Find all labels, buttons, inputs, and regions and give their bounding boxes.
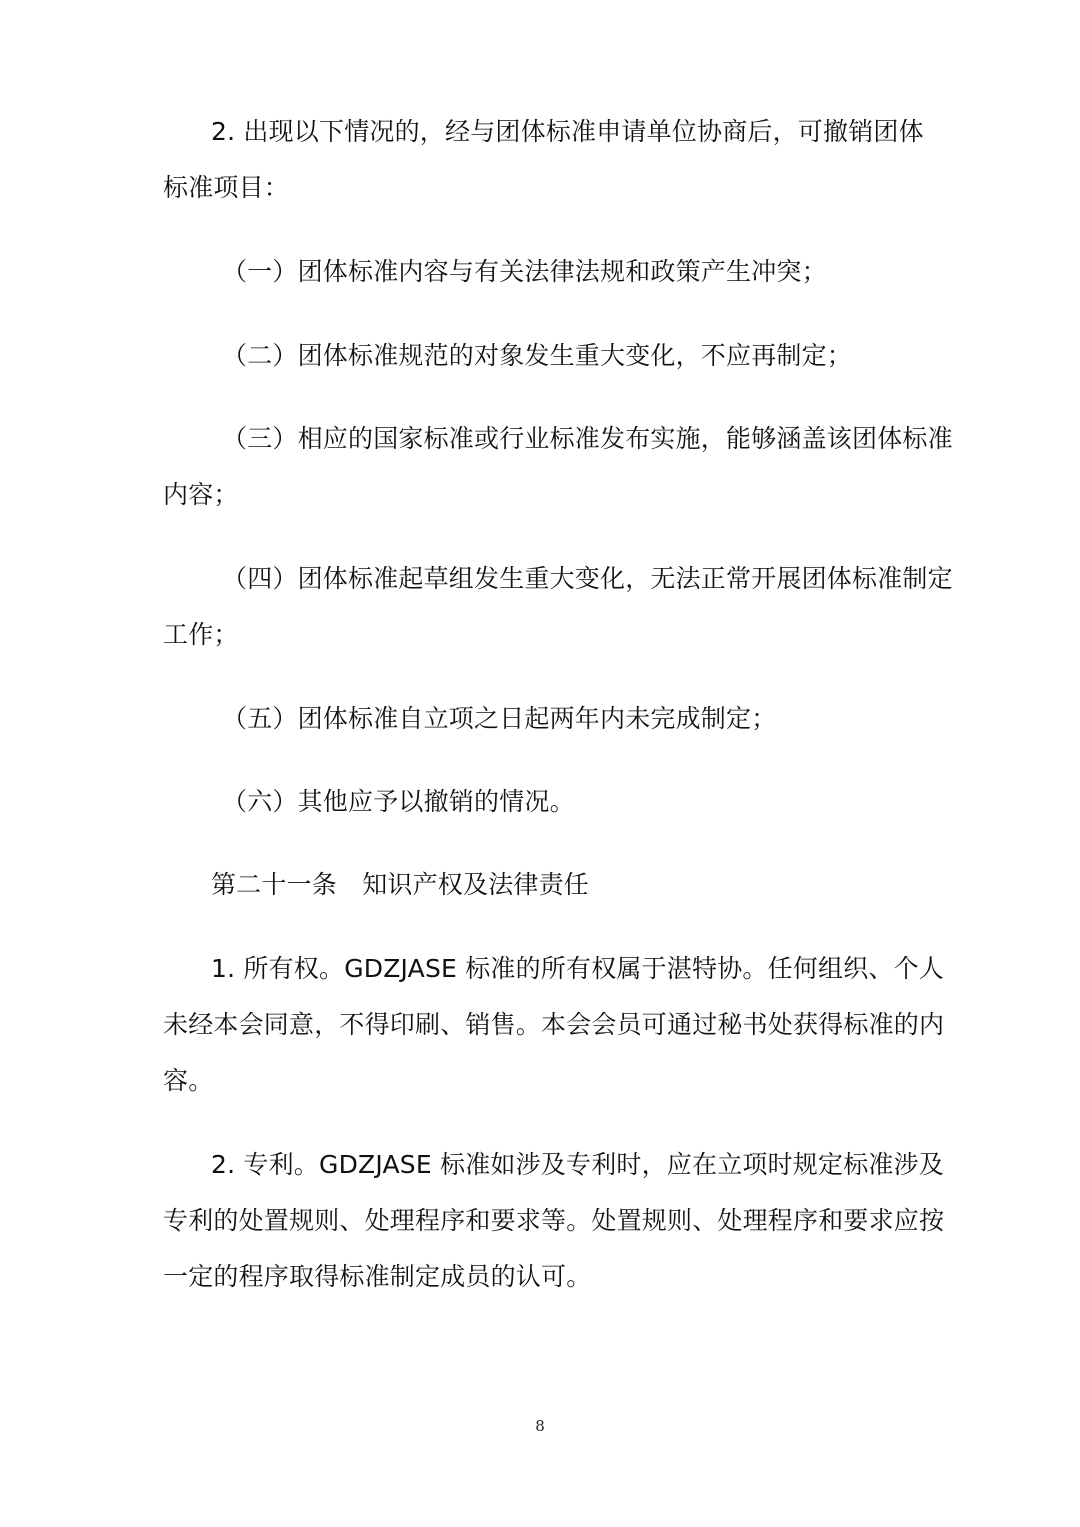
- list-item-continuation: 工作；: [163, 620, 239, 649]
- list-item: （六）其他应予以撤销的情况。: [222, 787, 575, 816]
- paragraph-line: 1. 所有权。GDZJASE 标准的所有权属于湛特协。任何组织、个人: [211, 954, 944, 983]
- page-number: 8: [535, 1417, 545, 1435]
- list-item: （四）团体标准起草组发生重大变化，无法正常开展团体标准制定: [222, 564, 953, 593]
- paragraph-line: 容。: [163, 1066, 214, 1095]
- article-heading: 第二十一条 知识产权及法律责任: [211, 870, 590, 899]
- paragraph-line: 未经本会同意，不得印刷、销售。本会会员可通过秘书处获得标准的内: [163, 1010, 945, 1039]
- paragraph-line: 一定的程序取得标准制定成员的认可。: [163, 1262, 592, 1291]
- list-item: （三）相应的国家标准或行业标准发布实施，能够涵盖该团体标准: [222, 424, 953, 453]
- list-item: （二）团体标准规范的对象发生重大变化，不应再制定；: [222, 341, 853, 370]
- list-item: （一）团体标准内容与有关法律法规和政策产生冲突；: [222, 257, 827, 286]
- paragraph-line: 2. 专利。GDZJASE 标准如涉及专利时，应在立项时规定标准涉及: [211, 1150, 944, 1179]
- paragraph-line: 专利的处置规则、处理程序和要求等。处置规则、处理程序和要求应按: [163, 1206, 945, 1235]
- paragraph-line: 标准项目：: [163, 173, 290, 202]
- list-item: （五）团体标准自立项之日起两年内未完成制定；: [222, 704, 777, 733]
- paragraph-line: 2. 出现以下情况的，经与团体标准申请单位协商后，可撤销团体: [211, 117, 924, 146]
- list-item-continuation: 内容；: [163, 480, 239, 509]
